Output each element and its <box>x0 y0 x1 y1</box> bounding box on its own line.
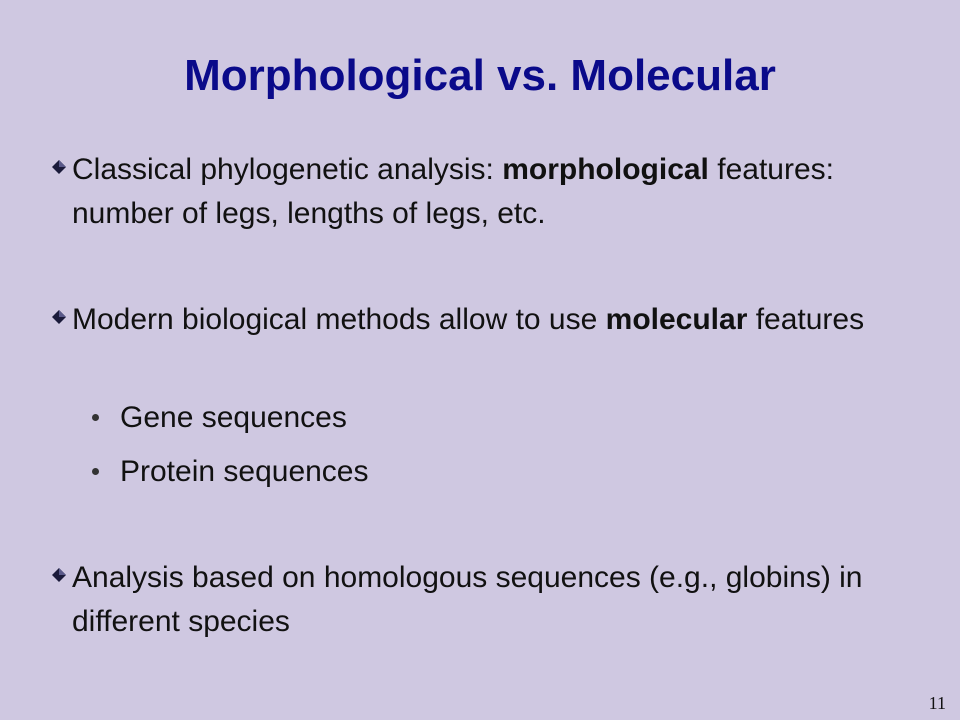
diamond-bullet-icon <box>52 310 66 324</box>
dot-bullet-icon <box>92 414 99 421</box>
bullet-text-start: Classical phylogenetic analysis: <box>72 153 503 186</box>
bullet-text <box>72 148 922 236</box>
sub-item-text: Gene sequences <box>120 401 347 434</box>
diamond-bullet-icon <box>52 568 66 582</box>
bullet-bold-term: morphological <box>502 153 709 186</box>
page-number: 11 <box>928 693 946 713</box>
bullet-bold-term: molecular <box>605 303 748 336</box>
dot-bullet-icon <box>92 468 99 475</box>
bullet-text-start: Modern biological methods allow to use <box>72 303 606 336</box>
bullet-text <box>72 298 922 342</box>
sub-item-text: Protein sequences <box>120 455 369 488</box>
diamond-bullet-icon <box>52 160 66 174</box>
bullet-text-end: features: number of legs, lengths of legs, etc. <box>72 153 834 230</box>
bullet-text: Analysis based on homologous sequences (e.g., globins) in different species <box>72 561 863 638</box>
slide-title: Morphological vs. Molecular <box>184 51 776 100</box>
bullet-text-end: features <box>747 303 865 336</box>
